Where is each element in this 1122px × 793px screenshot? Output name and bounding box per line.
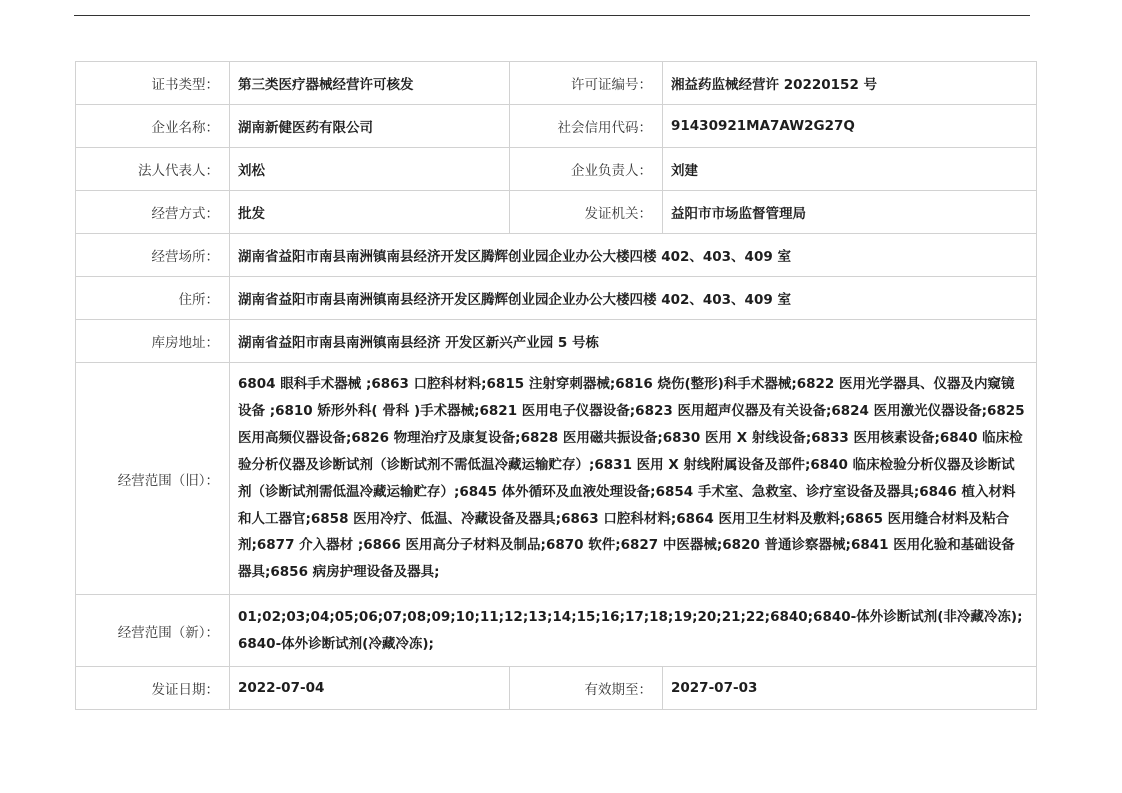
scope-new-label: 经营范围（新）：: [76, 595, 230, 667]
valid-until-value: 2027-07-03: [663, 667, 1037, 710]
premises-label: 经营场所：: [76, 234, 230, 277]
license-info-table: [75, 61, 1037, 710]
principal-value: 刘建: [663, 148, 1037, 191]
scope-new-value: 01;02;03;04;05;06;07;08;09;10;11;12;13;14;15;16;17;18;19;20;21;22;6840;6840-体外诊断试剂(非冷藏冷冻);6840-体外诊断试剂(冷藏冷冻);: [230, 595, 1037, 667]
credit-code-value: 91430921MA7AW2G27Q: [663, 105, 1037, 148]
row-representatives: [76, 148, 1037, 191]
warehouse-value: 湖南省益阳市南县南洲镇南县经济 开发区新兴产业园 5 号栋: [230, 320, 1037, 363]
row-company: [76, 105, 1037, 148]
residence-label: 住所：: [76, 277, 230, 320]
credit-code-label: 社会信用代码：: [510, 105, 663, 148]
residence-value: 湖南省益阳市南县南洲镇南县经济开发区腾辉创业园企业办公大楼四楼 402、403、409 室: [230, 277, 1037, 320]
issue-date-label: 发证日期：: [76, 667, 230, 710]
business-mode-value: 批发: [230, 191, 510, 234]
license-number-label: 许可证编号：: [510, 62, 663, 105]
issue-date-value: 2022-07-04: [230, 667, 510, 710]
row-premises: [76, 234, 1037, 277]
issuing-authority-value: 益阳市市场监督管理局: [663, 191, 1037, 234]
row-scope-new: [76, 595, 1037, 667]
scope-old-value: 6804 眼科手术器械 ;6863 口腔科材料;6815 注射穿刺器械;6816 烧伤(整形)科手术器械;6822 医用光学器具、仪器及内窥镜设备 ;6810 矫形外科( 骨科 )手术器械;6821 医用电子仪器设备;6823 医用超声仪器及有关设备;6824 医用激光仪器设备;6825 医用高频仪器设备;6826 物理治疗及康复设备;6828 医用磁共振设备;6830 医用 X 射线设备;6833 医用核素设备;6840 临床检验分析仪器及诊断试剂（诊断试剂不需低温冷藏运输贮存）;6831 医用 X 射线附属设备及部件;6840 临床检验分析仪器及诊断试剂（诊断试剂需低温冷藏运输贮存）;6845 体外循环及血液处理设备;6854 手术室、急救室、诊疗室设备及器具;6846 植入材料和人工器官;6858 医用冷疗、低温、冷藏设备及器具;6863 口腔科材料;6864 医用卫生材料及敷料;6865 医用缝合材料及粘合剂;6877 介入器材 ;6866 医用高分子材料及制品;6870 软件;6827 中医器械;6820 普通诊察器械;6841 医用化验和基础设备器具;6856 病房护理设备及器具;: [230, 363, 1037, 595]
company-name-label: 企业名称：: [76, 105, 230, 148]
cert-type-value: 第三类医疗器械经营许可核发: [230, 62, 510, 105]
row-cert-type: [76, 62, 1037, 105]
warehouse-label: 库房地址：: [76, 320, 230, 363]
row-mode-issuer: [76, 191, 1037, 234]
scope-old-label: 经营范围（旧）：: [76, 363, 230, 595]
row-warehouse: [76, 320, 1037, 363]
principal-label: 企业负责人：: [510, 148, 663, 191]
company-name-value: 湖南新健医药有限公司: [230, 105, 510, 148]
issuing-authority-label: 发证机关：: [510, 191, 663, 234]
valid-until-label: 有效期至：: [510, 667, 663, 710]
legal-rep-value: 刘松: [230, 148, 510, 191]
top-divider-line: [74, 15, 1030, 16]
cert-type-label: 证书类型：: [76, 62, 230, 105]
business-mode-label: 经营方式：: [76, 191, 230, 234]
legal-rep-label: 法人代表人：: [76, 148, 230, 191]
license-number-value: 湘益药监械经营许 20220152 号: [663, 62, 1037, 105]
row-dates: [76, 667, 1037, 710]
row-scope-old: [76, 363, 1037, 595]
row-residence: [76, 277, 1037, 320]
premises-value: 湖南省益阳市南县南洲镇南县经济开发区腾辉创业园企业办公大楼四楼 402、403、409 室: [230, 234, 1037, 277]
